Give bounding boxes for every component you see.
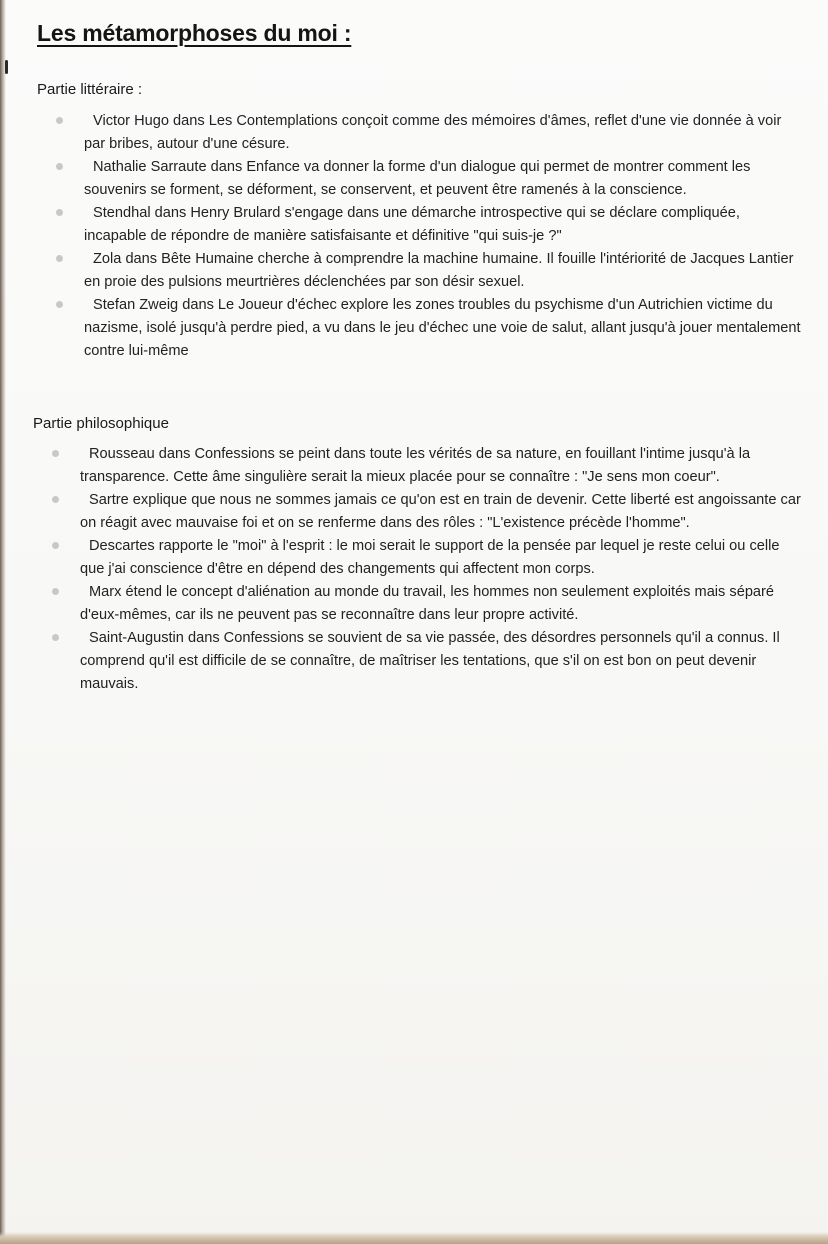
list-item: Sartre explique que nous ne sommes jamais ce qu'on est en train de devenir. Cette liberté est angoissante car on réagit avec mauvaise foi et on se renferme dans des rôles : "L'existence précède l'homme".: [80, 489, 802, 535]
bullet-icon: [56, 163, 63, 170]
list-item: Nathalie Sarraute dans Enfance va donner la forme d'un dialogue qui permet de montrer comment les souvenirs se forment, se déforment, se conservent, et peuvent être ramenés à la conscience.: [84, 156, 804, 202]
margin-mark: [5, 60, 8, 74]
list-philosophique: [80, 443, 802, 696]
bullet-icon: [56, 117, 63, 124]
list-item: Stendhal dans Henry Brulard s'engage dans une démarche introspective qui se déclare compliquée, incapable de répondre de manière satisfaisante et définitive "qui suis-je ?": [84, 202, 804, 248]
paper-left-edge: [0, 0, 6, 1244]
bullet-icon: [56, 301, 63, 308]
list-item: Saint-Augustin dans Confessions se souvient de sa vie passée, des désordres personnels qu'il a connus. Il comprend qu'il est difficile de se connaître, de maîtriser les tentations, que s'il on est bon on peut devenir mauvais.: [80, 627, 802, 696]
list-item: Zola dans Bête Humaine cherche à comprendre la machine humaine. Il fouille l'intériorité de Jacques Lantier en proie des pulsions meurtrières déclenchées par son désir sexuel.: [84, 248, 804, 294]
list-litteraire: [84, 110, 804, 363]
list-item: Marx étend le concept d'aliénation au monde du travail, les hommes non seulement exploités mais séparé d'eux-mêmes, car ils ne peuvent pas se reconnaître dans leur propre activité.: [80, 581, 802, 627]
list-item: Stefan Zweig dans Le Joueur d'échec explore les zones troubles du psychisme d'un Autrichien victime du nazisme, isolé jusqu'à perdre pied, a vu dans le jeu d'échec une voie de salut, allant jusqu'à jouer mentalement contre lui-même: [84, 294, 804, 363]
bullet-icon: [56, 255, 63, 262]
section-heading-litteraire: Partie littéraire :: [37, 81, 143, 98]
section-heading-philosophique: Partie philosophique: [33, 415, 169, 432]
document-title: Les métamorphoses du moi :: [37, 20, 352, 46]
list-item: Descartes rapporte le "moi" à l'esprit : le moi serait le support de la pensée par lequel je reste celui ou celle que j'ai conscience d'être en dépend des changements qui affectent mon corps.: [80, 535, 802, 581]
bullet-icon: [52, 496, 59, 503]
bullet-icon: [52, 634, 59, 641]
bullet-icon: [52, 588, 59, 595]
list-item: Rousseau dans Confessions se peint dans toute les vérités de sa nature, en fouillant l'intime jusqu'à la transparence. Cette âme singulière serait la mieux placée pour se connaître : "Je sens mon coeur".: [80, 443, 802, 489]
list-item: Victor Hugo dans Les Contemplations conçoit comme des mémoires d'âmes, reflet d'une vie donnée à voir par bribes, autour d'une césure.: [84, 110, 804, 156]
bullet-icon: [52, 450, 59, 457]
paper-bottom-edge: [0, 1232, 828, 1244]
bullet-icon: [56, 209, 63, 216]
bullet-icon: [52, 542, 59, 549]
